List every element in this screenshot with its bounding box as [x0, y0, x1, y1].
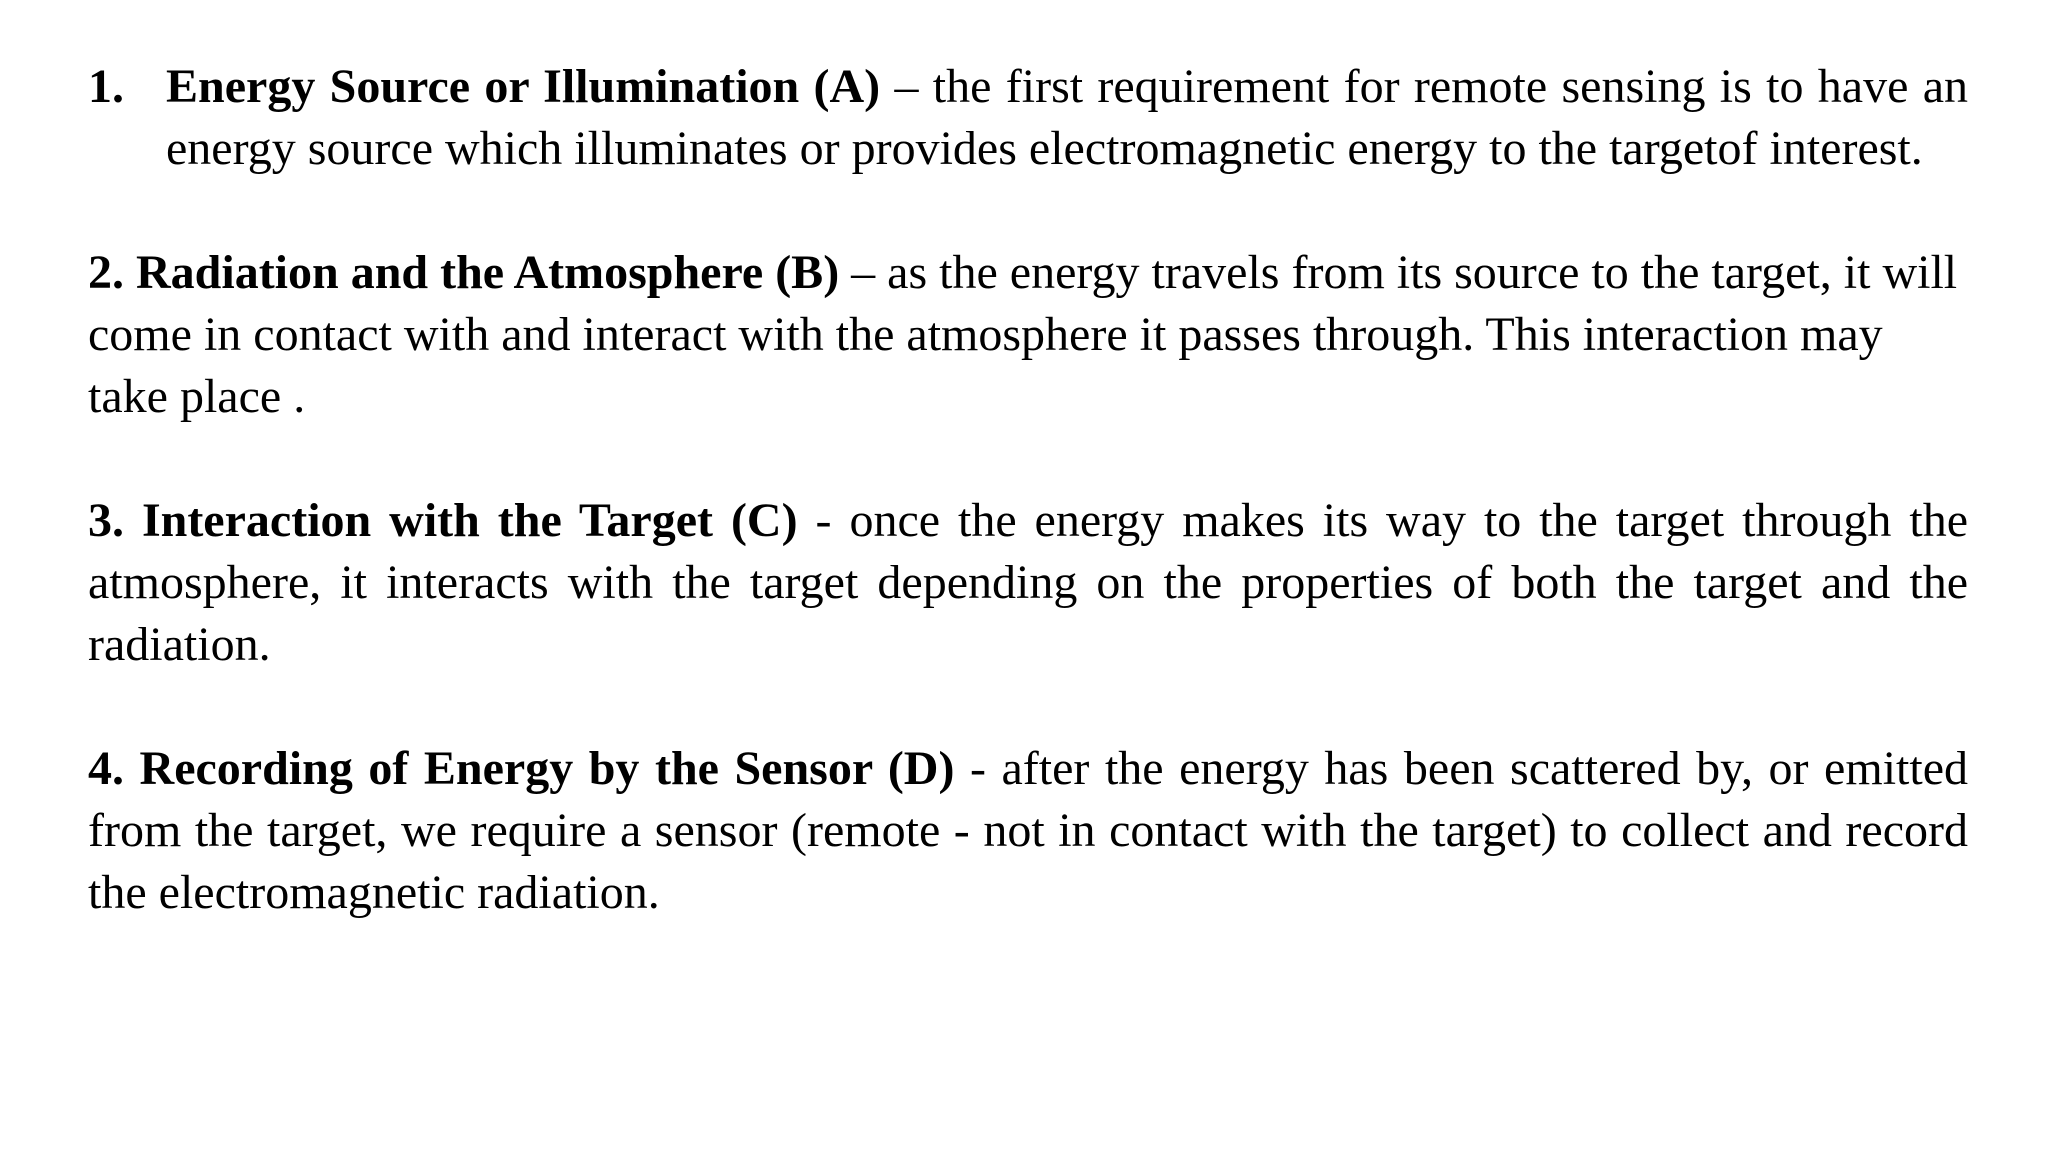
- item-text: – the first requirement for remote sensing is to have an energy source which illuminates or provides electromagnetic energy to the targetof interest.: [166, 60, 1968, 175]
- item-term: Recording of Energy by the Sensor (D): [139, 742, 955, 795]
- item-text: - once the energy makes its way to the target through the atmosphere, it interacts with the target depending on the properties of both the target and the radiation.: [88, 494, 1969, 671]
- item-number: 1.: [88, 60, 124, 113]
- item-text: - after the energy has been scattered by, or emitted from the target, we require a sensor (remote - not in contact with the target) to collect and record the electromagnetic radiation.: [88, 742, 1968, 919]
- item-number: 4.: [88, 742, 124, 795]
- list-item-recording-energy: [88, 738, 1968, 924]
- list-item-radiation-atmosphere: [88, 242, 1968, 428]
- item-text: – as the energy travels from its source to the target, it will come in contact with and interact with the atmosphere it passes through. This interaction may take place .: [88, 246, 1958, 423]
- item-term: Interaction with the Target (C): [141, 494, 798, 547]
- list-item-energy-source: [88, 56, 1968, 180]
- item-term: Energy Source or Illumination (A): [166, 60, 881, 113]
- item-term: Radiation and the Atmosphere (B): [136, 246, 840, 299]
- slide-content: [88, 56, 1968, 924]
- list-item-interaction-target: [88, 490, 1968, 676]
- item-number: 2.: [88, 246, 124, 299]
- item-number: 3.: [88, 494, 124, 547]
